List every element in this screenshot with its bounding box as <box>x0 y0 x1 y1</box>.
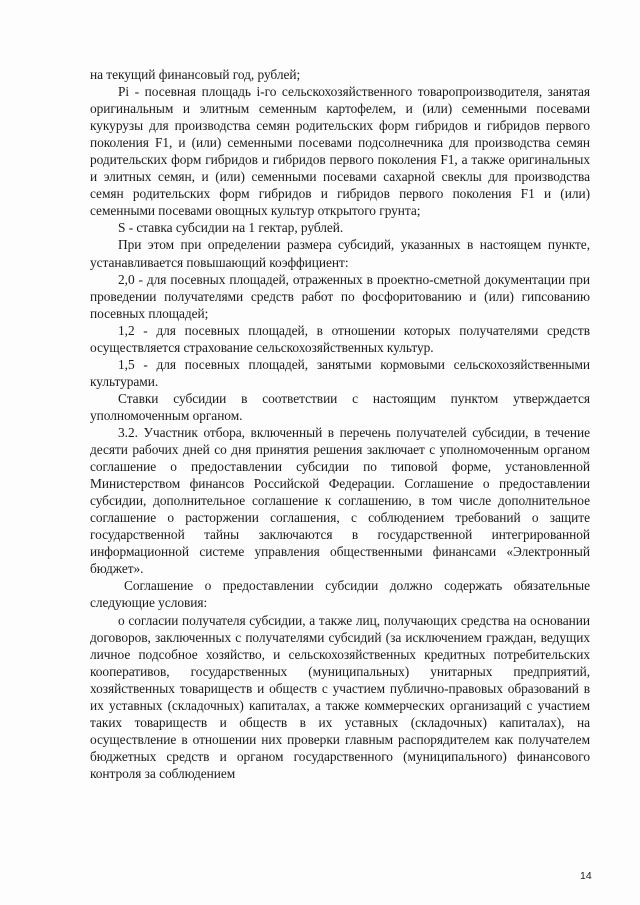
paragraph-10: Соглашение о предоставлении субсидии должно содержать обязательные следующие условия: <box>90 578 590 611</box>
paragraph-3: S - ставка субсидии на 1 гектар, рублей. <box>118 220 344 236</box>
paragraph-11: о согласии получателя субсидии, а также лиц, получающих средства на основании договоров, заключенных с получателями субсидий (за исключением граждан, ведущих личное подсобное хозяйство, и сельскохозяйственных кредитных потребительских кооперативов, государственных (муниципальных) унитарных предприятий, хозяйственных товариществ и обществ с участием публично-правовых образований в их уставных (складочных) капиталах, а также коммерческих организаций с участием таких товариществ и обществ в их уставных (складочных) капиталах), на осуществление в отношении них проверки главным распорядителем как получателем бюджетных средств и органом государственного (муниципального) финансового контроля за соблюдением <box>90 612 590 781</box>
paragraph-9: 3.2. Участник отбора, включенный в перечень получателей субсидии, в течение десяти рабочих дней со дня принятия решения заключает с уполномоченным органом соглашение о предоставлении субсидии по типовой форме, установленной Министерством финансов Российской Федерации. Соглашение о предоставлении субсидии, дополнительное соглашение к соглашению, в том числе дополнительное соглашение о расторжении соглашения, с соблюдением требований о защите государственной тайны заключаются в государственной интегрированной информационной системе управления общественными финансами «Электронный бюджет». <box>90 424 590 577</box>
paragraph-4: При этом при определении размера субсидий, указанных в настоящем пункте, устанавливается повышающий коэффициент: <box>90 237 590 270</box>
paragraph-1: на текущий финансовый год, рублей; <box>90 67 301 82</box>
paragraph-5: 2,0 - для посевных площадей, отраженных в проектно-сметной документации при проведении получателями средств работ по фосфоритованию и (или) гипсованию посевных площадей; <box>90 271 590 321</box>
paragraph-8: Ставки субсидии в соответствии с настоящим пунктом утверждается уполномоченным органом. <box>90 390 590 423</box>
document-body <box>90 66 590 782</box>
paragraph-6: 1,2 - для посевных площадей, в отношении которых получателями средств осуществляется страхование сельскохозяйственных культур. <box>90 322 590 355</box>
paragraph-2: Pi - посевная площадь i-го сельскохозяйственного товаропроизводителя, занятая оригинальным и элитным семенным картофелем, и (или) семенными посевами кукурузы для производства семян родительских форм гибридов и гибридов первого поколения F1, и (или) семенными посевами подсолнечника для производства семян родительских форм гибридов и гибридов первого поколения F1, а также оригинальных и элитных семян, и (или) семенными посевами сахарной свеклы для производства семян родительских форм гибридов и гибридов первого поколения F1 и (или) семенными посевами овощных культур открытого грунта; <box>90 84 590 219</box>
page-number: 14 <box>580 870 592 882</box>
paragraph-7: 1,5 - для посевных площадей, занятыми кормовыми сельскохозяйственными культурами. <box>90 356 590 389</box>
